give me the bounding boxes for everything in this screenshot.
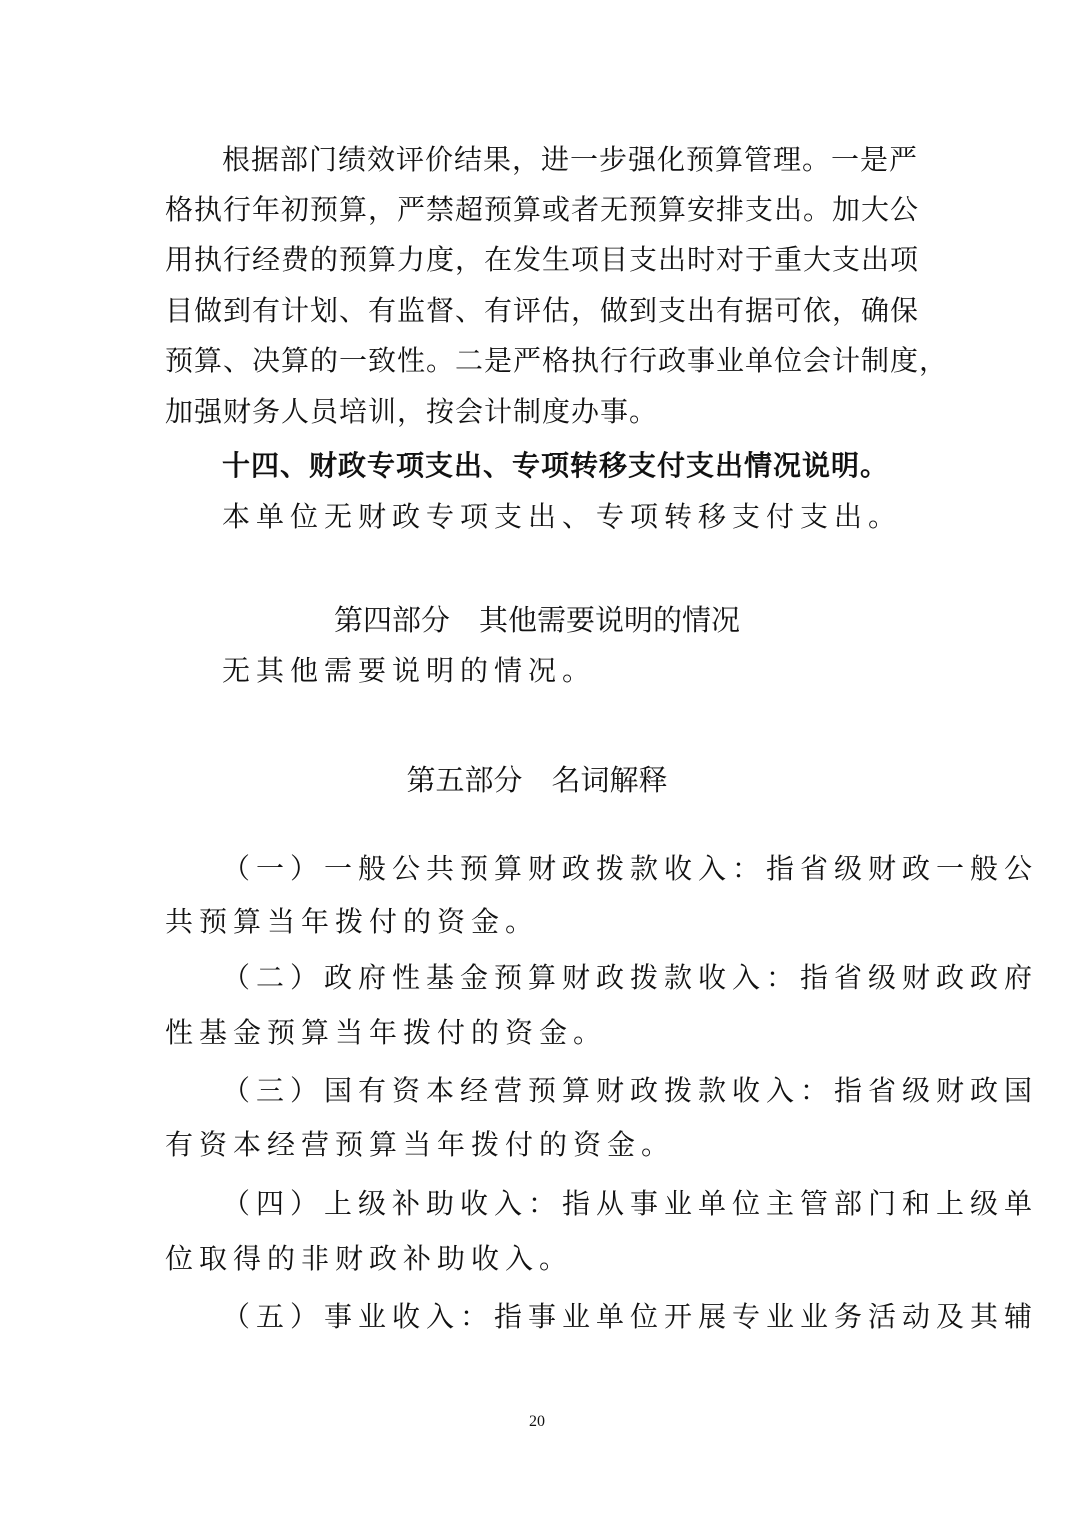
part-body: 无其他需要说明的情况。	[222, 654, 597, 687]
section-heading: 十四、财政专项支出、专项转移支付支出情况说明。	[222, 449, 890, 482]
definition-line: （五）事业收入：指事业单位开展专业业务活动及其辅	[222, 1300, 1039, 1333]
definition-line: 位取得的非财政补助收入。	[165, 1242, 574, 1275]
paragraph-line: 用执行经费的预算力度，在发生项目支出时对于重大支出项	[165, 243, 920, 276]
paragraph-line: 格执行年初预算，严禁超预算或者无预算安排支出。加大公	[165, 193, 920, 226]
paragraph-line: 目做到有计划、有监督、有评估，做到支出有据可依，确保	[165, 294, 920, 327]
definition-line: （四）上级补助收入：指从事业单位主管部门和上级单	[222, 1187, 1039, 1220]
part-heading: 第四部分 其他需要说明的情况	[333, 603, 740, 637]
paragraph-line: 根据部门绩效评价结果，进一步强化预算管理。一是严	[222, 143, 919, 176]
paragraph-line: 加强财务人员培训，按会计制度办事。	[165, 395, 659, 428]
definition-line: （三）国有资本经营预算财政拨款收入：指省级财政国	[222, 1074, 1039, 1107]
definition-line: 性基金预算当年拨付的资金。	[165, 1016, 608, 1049]
definition-line: （一）一般公共预算财政拨款收入：指省级财政一般公	[222, 852, 1039, 885]
page-number: 20	[529, 1413, 545, 1430]
section-body: 本单位无财政专项支出、专项转移支付支出。	[222, 500, 903, 533]
definition-line: 共预算当年拨付的资金。	[165, 905, 540, 938]
definition-line: （二）政府性基金预算财政拨款收入：指省级财政政府	[222, 961, 1039, 994]
part-heading: 第五部分 名词解释	[406, 763, 668, 797]
paragraph-line: 预算、决算的一致性。二是严格执行行政事业单位会计制度，	[165, 344, 949, 377]
definition-line: 有资本经营预算当年拨付的资金。	[165, 1128, 676, 1161]
